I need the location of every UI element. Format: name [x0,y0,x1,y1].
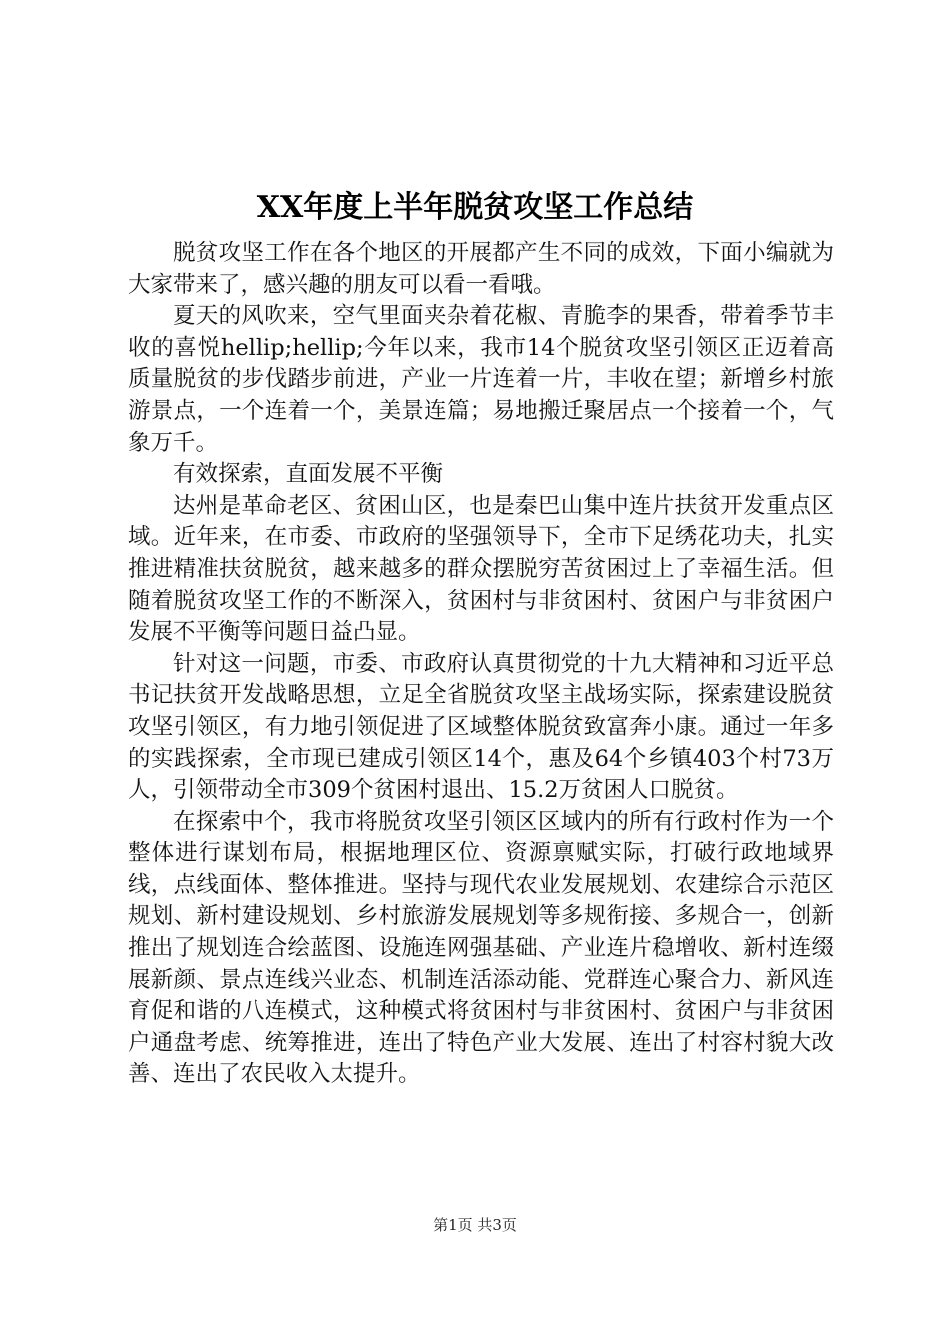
paragraph-dazhou: 达州是革命老区、贫困山区，也是秦巴山集中连片扶贫开发重点区域。近年来，在市委、市政府的坚强领导下，全市下足绣花功夫，扎实推进精准扶贫脱贫，越来越多的群众摆脱穷苦贫困过上了幸福生活。但随着脱贫攻坚工作的不断深入，贫困村与非贫困村、贫困户与非贫困户发展不平衡等问题日益凸显。 [128,492,834,646]
paragraph-summer: 夏天的风吹来，空气里面夹杂着花椒、青脆李的果香，带着季节丰收的喜悦hellip;hellip;今年以来，我市14个脱贫攻坚引领区正迈着高质量脱贫的步伐踏步前进，产业一片连着一片，丰收在望；新增乡村旅游景点，一个连着一个，美景连篇；易地搬迁聚居点一个接着一个，气象万千。 [128,303,834,456]
paragraph-exploration: 在探索中个，我市将脱贫攻坚引领区区域内的所有行政村作为一个整体进行谋划布局，根据地理区位、资源禀赋实际，打破行政地域界线，点线面体、整体推进。坚持与现代农业发展规划、农建综合示范区规划、新村建设规划、乡村旅游发展规划等多规衔接、多规合一，创新推出了规划连合绘蓝图、设施连网强基础、产业连片稳增收、新村连缀展新颜、景点连线兴业态、机制连活添动能、党群连心聚合力、新风连育促和谐的八连模式，这种模式将贫困村与非贫困村、贫困户与非贫困户通盘考虑、统筹推进，连出了特色产业大发展、连出了村容村貌大改善、连出了农民收入太提升。 [128,808,834,1088]
document-body [128,238,834,1091]
page-footer: 第1页 共3页 [433,1216,517,1234]
paragraph-intro: 脱贫攻坚工作在各个地区的开展都产生不同的成效，下面小编就为大家带来了，感兴趣的朋友可以看一看哦。 [128,240,834,298]
document-title: XX年度上半年脱贫攻坚工作总结 [256,190,694,225]
section-heading: 有效探索，直面发展不平衡 [173,461,444,488]
paragraph-response: 针对这一问题，市委、市政府认真贯彻党的十九大精神和习近平总书记扶贫开发战略思想，立足全省脱贫攻坚主战场实际，探索建设脱贫攻坚引领区，有力地引领促进了区域整体脱贫致富奔小康。通过一年多的实践探索，全市现已建成引领区14个，惠及64个乡镇403个村73万人，引领带动全市309个贫困村退出、15.2万贫困人口脱贫。 [128,650,834,804]
